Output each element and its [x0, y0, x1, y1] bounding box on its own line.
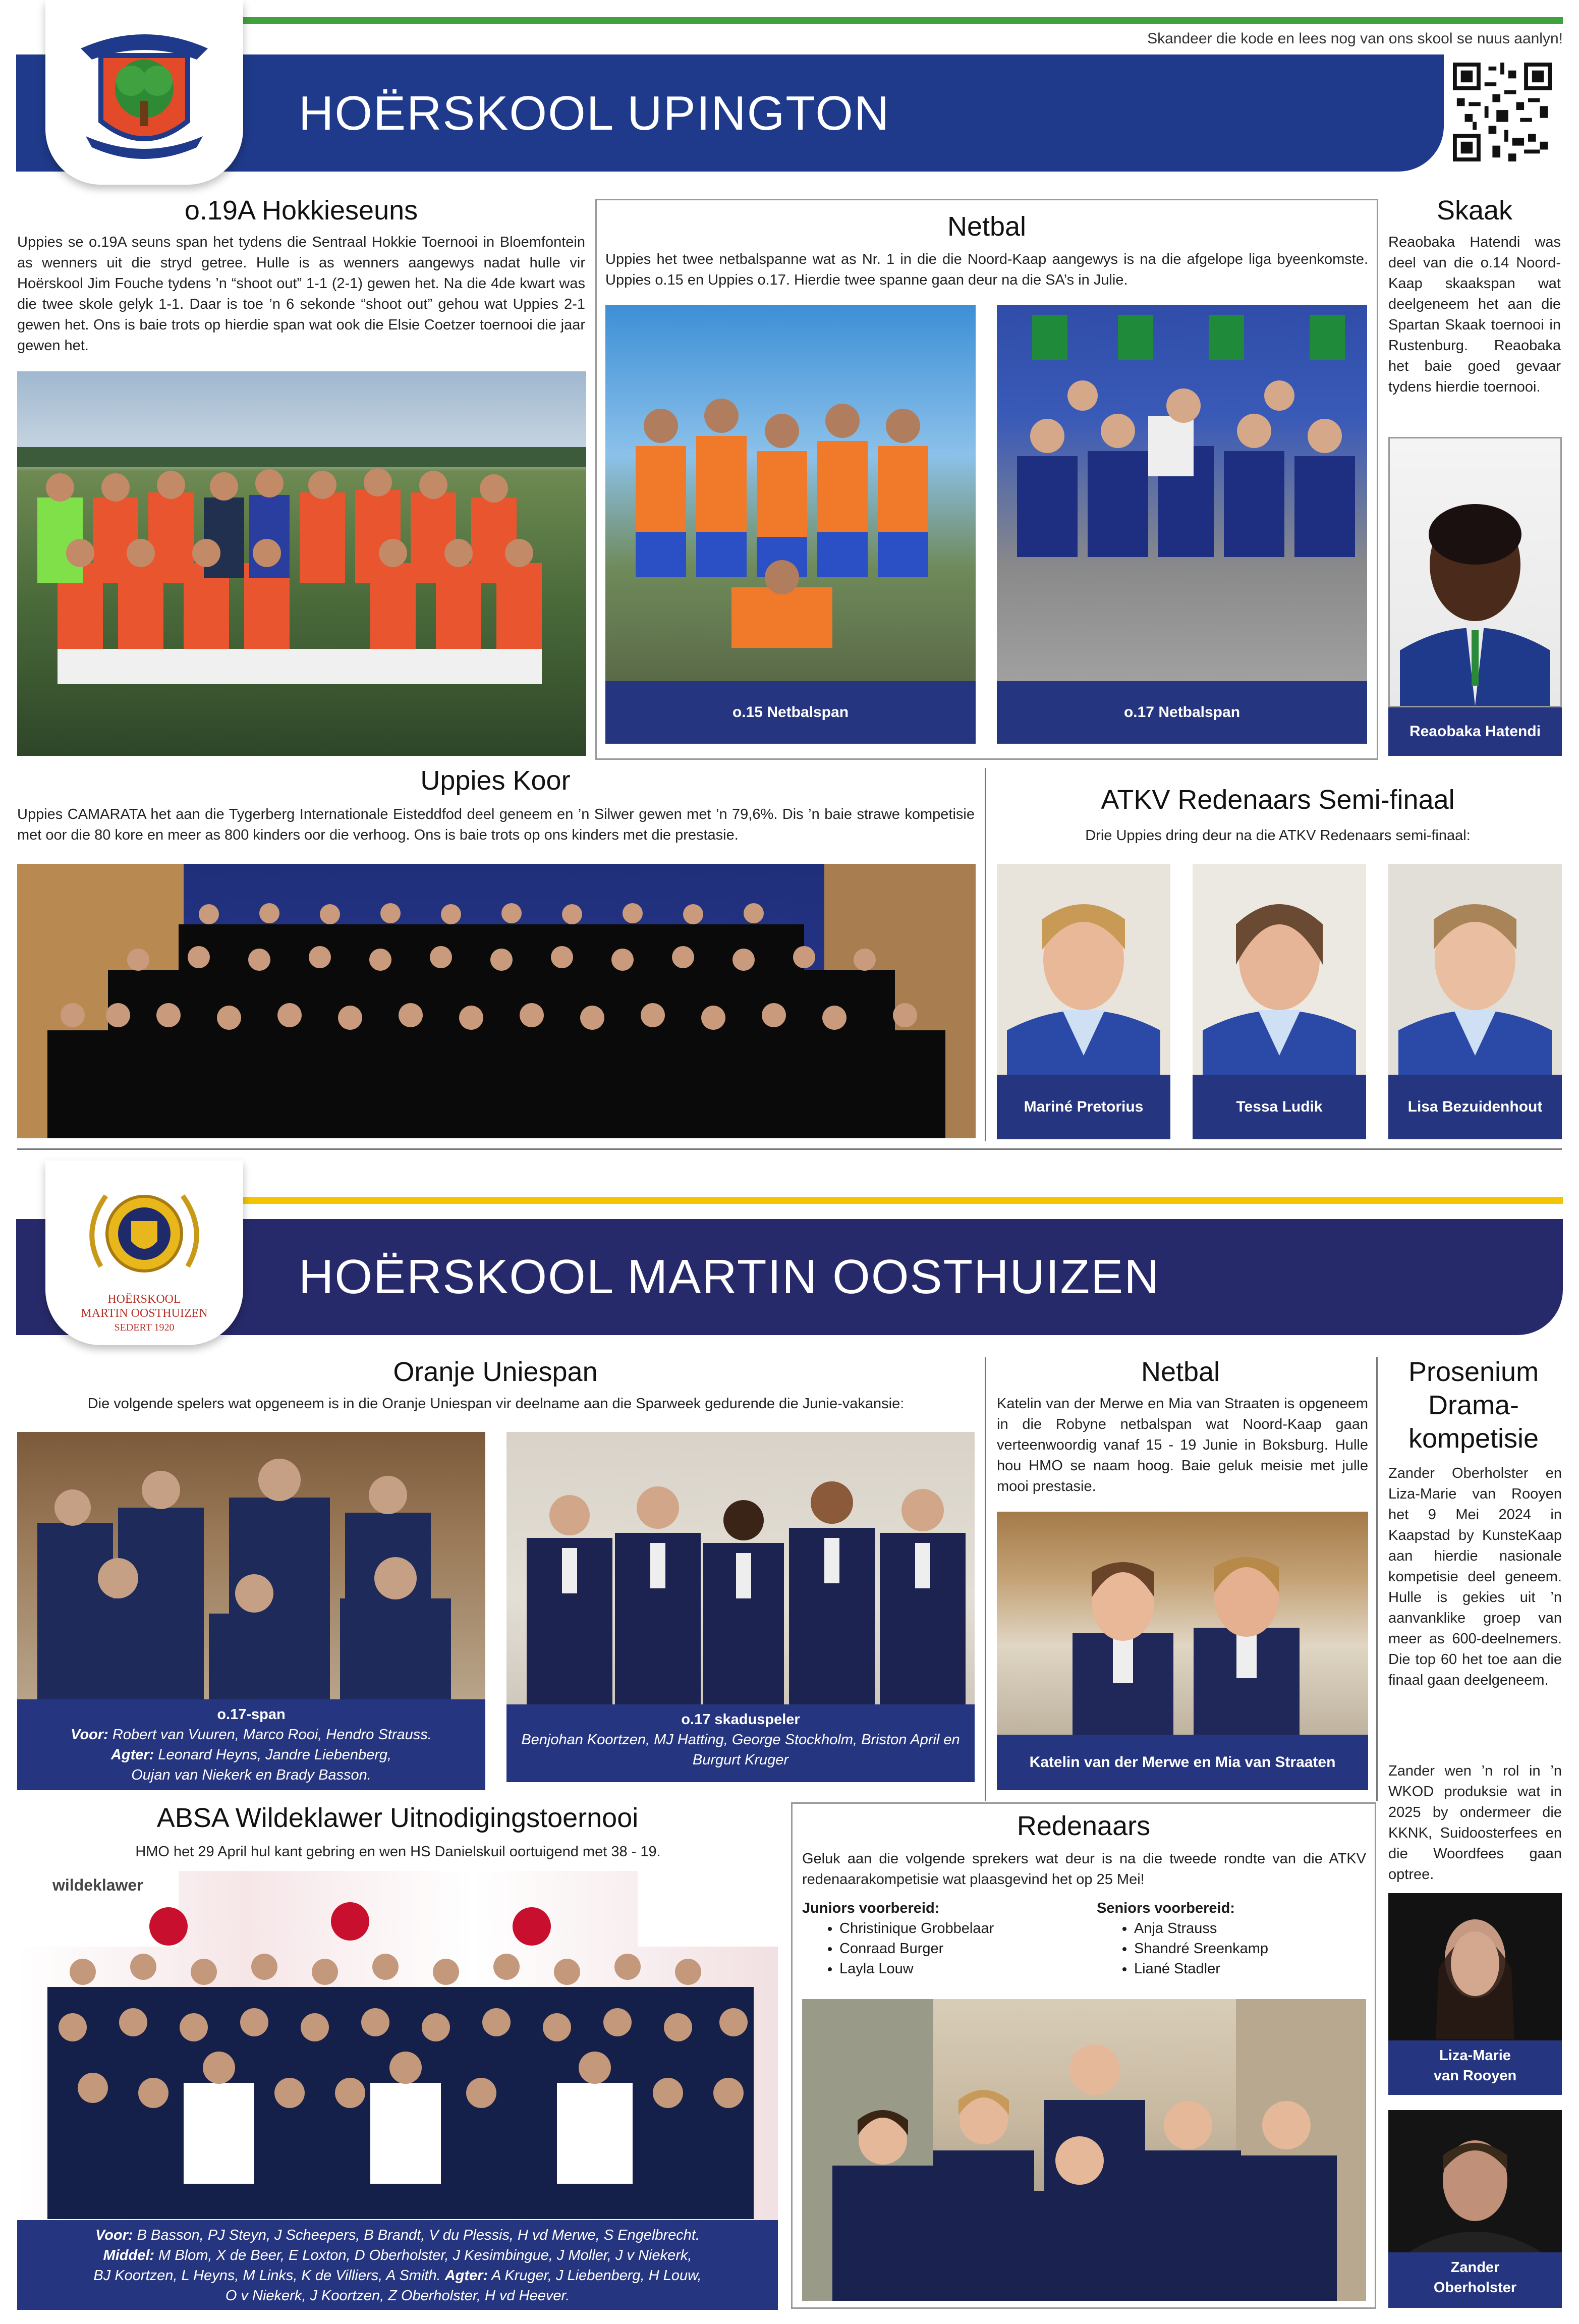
top-green-rule [81, 17, 1563, 24]
oranje-u17-agter: Leonard Heyns, Jandre Liebenberg, [158, 1747, 392, 1763]
hockey-body: Uppies se o.19A seuns span het tydens die Sentraal Hokkie Toernooi in Bloemfontein as wenners uit die stryd getree. Hulle is as wenners aangewys nadat hulle vir Hoërskool Jim Fouche tydens ’n “shoot out” 1-1 (2-1) gewen het. Na die 4de kwart was die twee skole gelyk 1-1. Daar is toe ’n 6 sekonde “shoot out” gehou wat Uppies 2-1 gewen het. Ons is baie trots op hierdie span wat ook die Elsie Coetzer toernooi die jaar gewen het. [17, 234, 585, 354]
absa-caption-line-4: O v Niekerk, J Koortzen, Z Oberholster, H vd Heever. [225, 2288, 570, 2304]
drama-caption-2-line-1: Zander [1450, 2259, 1500, 2276]
drama-caption-1 [1388, 2040, 1562, 2095]
seniors-title: Seniors voorbereid: [1097, 1900, 1235, 1916]
absa-middel: M Blom, X de Beer, E Loxton, D Oberholster, J Kesimbingue, J Moller, J v Niekerk, [158, 2247, 692, 2263]
oranje-u17-caption [17, 1699, 485, 1790]
martin-crest-line-1: HOËRSKOOL [107, 1293, 181, 1306]
drama-heading-2: Drama- [1428, 1390, 1519, 1420]
senior-1: • Anja Strauss [1134, 1918, 1359, 1939]
oranje-u17-voor: Robert van Vuuren, Marco Rooi, Hendro Strauss. [112, 1727, 432, 1743]
atkv-photo-3 [1388, 864, 1562, 1075]
atkv-photo-2 [1193, 864, 1366, 1075]
martin-column-divider-2 [1376, 1357, 1378, 1801]
atkv-heading: ATKV Redenaars Semi-finaal [1101, 785, 1455, 815]
absa-voor-label: Voor: [95, 2227, 133, 2243]
speakers-heading: Redenaars [1017, 1811, 1151, 1841]
atkv-caption-1: Mariné Pretorius [997, 1075, 1170, 1139]
oranje-u17-line-1 [27, 1725, 475, 1745]
oranje-shadow-caption [506, 1704, 975, 1782]
drama-caption-1-line-1: Liza-Marie [1439, 2048, 1511, 2064]
wildeklawer-banner-text: wildeklawer [52, 1876, 143, 1894]
drama-caption-2-line-2: Oberholster [1433, 2280, 1517, 2296]
atkv-caption-2: Tessa Ludik [1193, 1075, 1366, 1139]
yellow-rule [81, 1197, 1563, 1204]
seniors-list [1097, 1898, 1359, 1979]
absa-caption-line-1 [27, 2225, 768, 2245]
senior-2: • Shandré Sreenkamp [1134, 1939, 1359, 1959]
u15-netball-caption: o.15 Netbalspan [605, 681, 976, 744]
oranje-u17-line-3: Oujan van Niekerk en Brady Basson. [131, 1767, 371, 1783]
atkv-body: Drie Uppies dring deur na die ATKV Redenaars semi-finaal: [1085, 827, 1471, 844]
absa-agter: A Kruger, J Liebenberg, H Louw, [491, 2267, 702, 2284]
hockey-heading: o.19A Hokkieseuns [184, 195, 418, 226]
drama-caption-1-line-2: van Rooyen [1433, 2068, 1517, 2084]
oranje-body: Die volgende spelers wat opgeneem is in die Oranje Uniespan vir deelname aan die Sparweek gedurende die Junie-vakansie: [87, 1396, 905, 1412]
martin-netball-body: Katelin van der Merwe en Mia van Straaten is opgeneem in die Robyne netbalspan wat Noord-Kaap gaan verteenwoordig vanaf 15 - 19 Junie in Boksburg. Hulle hou HMO se naam hoog. Baie geluk meisie met julle mooi prestasie. [997, 1396, 1368, 1495]
drama-heading-3: kompetisie [1408, 1423, 1539, 1454]
martin-crest [45, 1160, 243, 1345]
juniors-list [802, 1898, 1085, 1979]
choir-heading: Uppies Koor [420, 765, 571, 796]
junior-1: • Christinique Grobbelaar [839, 1918, 1085, 1939]
section-divider [17, 1148, 1562, 1150]
oranje-u17-agter-label: Agter: [110, 1747, 154, 1763]
column-divider [985, 768, 986, 1141]
oranje-u17-voor-label: Voor: [71, 1727, 108, 1743]
u17-netball-photo [997, 305, 1367, 681]
absa-caption-line-3 [27, 2265, 768, 2286]
martin-netball-heading: Netbal [1141, 1357, 1220, 1387]
absa-heading: ABSA Wildeklawer Uitnodigingstoernooi [156, 1803, 639, 1833]
speakers-group-photo [802, 1999, 1366, 2301]
oranje-u17-title: o.17-span [217, 1706, 286, 1723]
martin-netball-caption: Katelin van der Merwe en Mia van Straaten [997, 1735, 1368, 1790]
u17-netball-caption: o.17 Netbalspan [997, 681, 1367, 744]
absa-team-photo [17, 1871, 778, 2220]
junior-3: • Layla Louw [839, 1959, 1085, 1979]
speakers-body: Geluk aan die volgende sprekers wat deur is na die tweede rondte van die ATKV redenaarakompetisie wat plaasgevind het op 25 Mei! [802, 1851, 1366, 1888]
oranje-shadow-body: Benjohan Koortzen, MJ Hatting, George Stockholm, Briston April en Burgurt Kruger [521, 1732, 960, 1768]
chess-body: Reaobaka Hatendi was deel van die o.14 Noord-Kaap skaakspan wat deelgeneem het aan die Spartan Skaak toernooi in Rustenburg. Reaobaka het baie goed gevaar tydens hierdie toernooi. [1388, 234, 1561, 395]
drama-photo-1 [1388, 1893, 1562, 2040]
atkv-photo-1 [997, 864, 1170, 1075]
choir-body: Uppies CAMARATA het aan die Tygerberg Internationale Eisteddfod deel geneem en ’n Silwer gewen met ’n 79,6%. Dis ’n baie strawe kompetisie met oor die 80 kore en meer as 800 kinders oor die verhoog. Ons is baie trots op ons kinders met die prestasie. [17, 806, 975, 843]
upington-crest [45, 0, 243, 185]
absa-middel-2: BJ Koortzen, L Heyns, M Links, K de Villiers, A Smith. [93, 2267, 441, 2284]
chess-heading: Skaak [1436, 195, 1513, 226]
junior-2: • Conraad Burger [839, 1939, 1085, 1959]
drama-body-2: Zander wen ’n rol in ’n WKOD produksie wat in 2025 by ondermeer die KKNK, Suidoosterfees en die Woordfees gaan optree. [1388, 1763, 1562, 1883]
chess-player-photo [1388, 437, 1562, 707]
hockey-team-photo [17, 371, 586, 756]
upington-title: HOËRSKOOL UPINGTON [299, 86, 890, 140]
oranje-shadow-title: o.17 skaduspeler [681, 1711, 800, 1728]
absa-voor: B Basson, PJ Steyn, J Scheepers, B Brandt, V du Plessis, H vd Merwe, S Engelbrecht. [137, 2227, 700, 2243]
atkv-caption-3: Lisa Bezuidenhout [1388, 1075, 1562, 1139]
oranje-heading: Oranje Uniespan [393, 1357, 598, 1387]
choir-photo [17, 864, 976, 1138]
senior-3: • Liané Stadler [1134, 1959, 1359, 1979]
absa-agter-label: Agter: [444, 2267, 488, 2284]
martin-crest-line-3: SEDERT 1920 [114, 1322, 175, 1333]
absa-body: HMO het 29 April hul kant gebring en wen HS Danielskuil oortuigend met 38 - 19. [135, 1844, 661, 1860]
absa-middel-label: Middel: [103, 2247, 155, 2263]
chess-caption: Reaobaka Hatendi [1388, 707, 1562, 756]
martin-crest-line-2: MARTIN OOSTHUIZEN [81, 1307, 208, 1320]
oranje-shadow-photo [506, 1432, 975, 1704]
oranje-u17-line-2 [27, 1745, 475, 1765]
absa-caption-line-2 [27, 2245, 768, 2265]
oranje-u17-photo [17, 1432, 485, 1699]
drama-body-1: Zander Oberholster en Liza-Marie van Rooyen het 9 Mei 2024 in Kaapstad by KunsteKaap aan hierdie nasionale kompetisie deel geneem. Hulle is gekies uit ’n aanvanklike groep van meer as 600-deelnemers. Die top 60 het toe aan die finaal gaan deelgeneem. [1388, 1465, 1562, 1688]
juniors-title: Juniors voorbereid: [802, 1900, 940, 1916]
martin-banner [16, 1219, 1563, 1335]
netball-heading: Netbal [947, 211, 1027, 242]
qr-code[interactable] [1453, 63, 1552, 161]
martin-netball-photo [997, 1512, 1368, 1735]
absa-caption [17, 2220, 778, 2310]
drama-caption-2 [1388, 2252, 1562, 2308]
martin-title: HOËRSKOOL MARTIN OOSTHUIZEN [299, 1250, 1160, 1304]
qr-caption: Skandeer die kode en lees nog van ons skool se nuus aanlyn! [1147, 30, 1563, 47]
netball-body: Uppies het twee netbalspanne wat as Nr. 1 in die die Noord-Kaap aangewys is na die afgelope liga byeenkomste. Uppies o.15 en Uppies o.17. Hierdie twee spanne gaan deur na die SA’s in Julie. [605, 251, 1368, 288]
drama-photo-2 [1388, 2110, 1562, 2252]
u15-netball-photo [605, 305, 976, 681]
martin-column-divider-1 [985, 1357, 986, 1801]
drama-heading-1: Prosenium [1408, 1357, 1539, 1387]
